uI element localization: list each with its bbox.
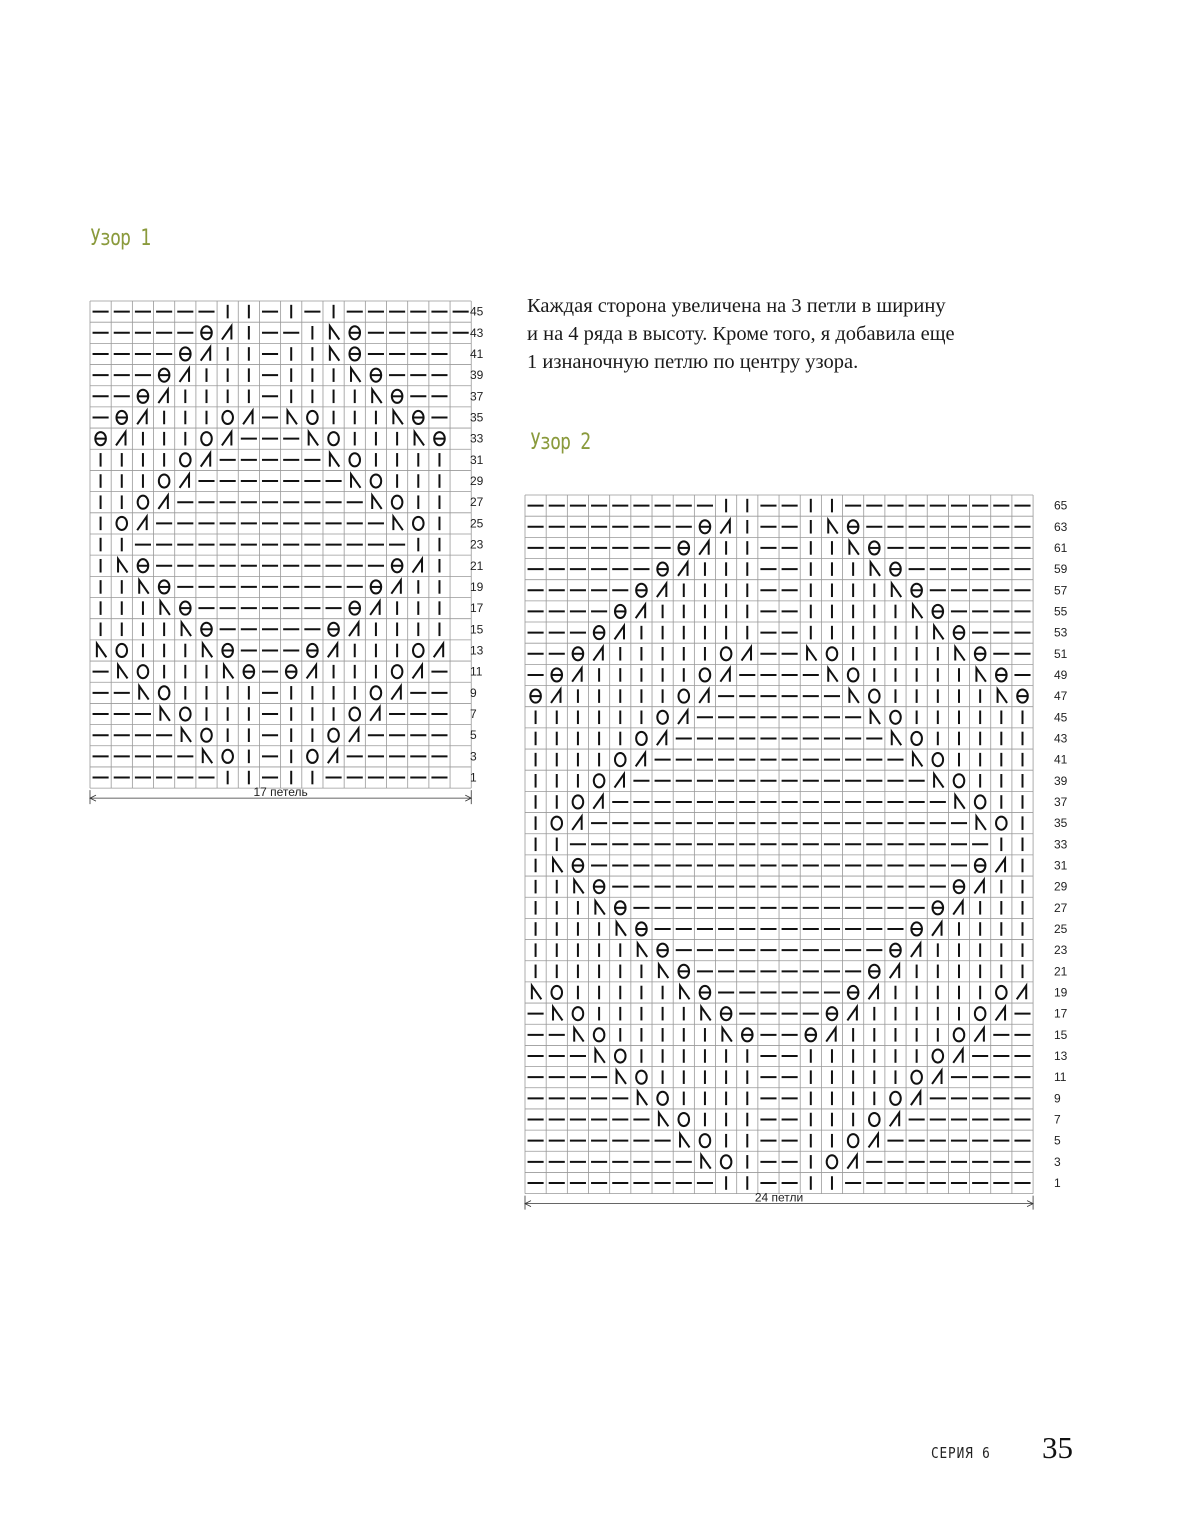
purl-dec-symbol [742, 1028, 753, 1041]
ssk-symbol [913, 605, 922, 619]
row-number-label: 3 [470, 749, 477, 764]
description-line-1: Каждая сторона увеличена на 3 петли в ширину [527, 295, 946, 317]
purl-dec-symbol [636, 922, 647, 935]
ssk-symbol [532, 986, 541, 1000]
row-number-label: 1 [1054, 1176, 1061, 1191]
row-number-label: 17 [1054, 1006, 1068, 1021]
yarn-over-symbol [827, 647, 838, 660]
series-label: СЕРИЯ 6 [931, 1444, 991, 1462]
ssk-symbol [553, 859, 562, 873]
k2tog-symbol [890, 1113, 899, 1127]
k2tog-symbol [1017, 986, 1026, 1000]
purl-dec-symbol [890, 563, 901, 576]
row-number-label: 17 [470, 601, 484, 616]
yarn-over-symbol [996, 817, 1007, 830]
yarn-over-symbol [594, 774, 605, 787]
ssk-symbol [659, 965, 668, 979]
purl-dec-symbol [657, 563, 668, 576]
yarn-over-symbol [551, 986, 562, 999]
ssk-symbol [828, 520, 837, 534]
k2tog-symbol [911, 1092, 920, 1106]
ssk-symbol [701, 1155, 710, 1169]
row-number-label: 37 [1054, 794, 1068, 809]
purl-dec-symbol [573, 647, 584, 660]
purl-dec-symbol [530, 690, 541, 703]
purl-dec-symbol [700, 520, 711, 533]
ssk-symbol [574, 1028, 583, 1042]
purl-dec-symbol [954, 626, 965, 639]
purl-dec-symbol [827, 1007, 838, 1020]
row-number-label: 29 [1054, 879, 1068, 894]
k2tog-symbol [890, 965, 899, 979]
purl-dec-symbol [573, 859, 584, 872]
k2tog-symbol [678, 562, 687, 576]
row-number-label: 35 [1054, 816, 1068, 831]
yarn-over-symbol [954, 774, 965, 787]
yarn-over-symbol [573, 1007, 584, 1020]
purl-dec-symbol [890, 944, 901, 957]
ssk-symbol [934, 774, 943, 788]
purl-dec-symbol [975, 647, 986, 660]
row-number-label: 23 [1054, 943, 1068, 958]
k2tog-symbol [551, 689, 560, 703]
ssk-symbol [617, 1070, 626, 1084]
yarn-over-symbol [721, 1155, 732, 1168]
purl-dec-symbol [615, 605, 626, 618]
purl-dec-symbol [615, 901, 626, 914]
yarn-over-symbol [700, 1134, 711, 1147]
purl-dec-symbol [806, 1028, 817, 1041]
row-number-label: 7 [1054, 1112, 1061, 1127]
purl-dec-symbol [869, 541, 880, 554]
row-number-label: 27 [470, 495, 484, 510]
row-number-label: 45 [470, 304, 484, 319]
yarn-over-symbol [911, 1071, 922, 1084]
purl-dec-symbol [933, 901, 944, 914]
row-number-label: 21 [1054, 964, 1068, 979]
k2tog-symbol [572, 668, 581, 682]
k2tog-symbol [636, 753, 645, 767]
row-number-label: 13 [1054, 1049, 1068, 1064]
row-number-label: 41 [470, 346, 484, 361]
yarn-over-symbol [890, 1092, 901, 1105]
purl-dec-symbol [636, 584, 647, 597]
ssk-symbol [638, 1092, 647, 1106]
ssk-symbol [701, 1007, 710, 1021]
k2tog-symbol [847, 1155, 856, 1169]
k2tog-symbol [996, 859, 1005, 873]
k2tog-symbol [953, 1049, 962, 1063]
yarn-over-symbol [721, 647, 732, 660]
row-number-label: 9 [1054, 1091, 1061, 1106]
yarn-over-symbol [657, 711, 668, 724]
yarn-over-symbol [615, 1049, 626, 1062]
purl-dec-symbol [594, 626, 605, 639]
k2tog-symbol [720, 520, 729, 534]
purl-dec-symbol [1017, 690, 1028, 703]
row-number-label: 33 [470, 431, 484, 446]
k2tog-symbol [593, 647, 602, 661]
k2tog-symbol [932, 922, 941, 936]
ssk-symbol [955, 795, 964, 809]
yarn-over-symbol [911, 732, 922, 745]
yarn-over-symbol [975, 795, 986, 808]
k2tog-symbol [593, 795, 602, 809]
yarn-over-symbol [975, 1007, 986, 1020]
k2tog-symbol [996, 1007, 1005, 1021]
purl-dec-symbol [975, 859, 986, 872]
ssk-symbol [638, 943, 647, 957]
yarn-over-symbol [869, 690, 880, 703]
description-line-2: и на 4 ряда в высоту. Кроме того, я добавила еще [527, 323, 955, 345]
ssk-symbol [892, 583, 901, 597]
k2tog-symbol [720, 668, 729, 682]
width-label: 17 петель [253, 785, 308, 800]
k2tog-symbol [932, 1070, 941, 1084]
yarn-over-symbol [657, 1092, 668, 1105]
purl-dec-symbol [911, 584, 922, 597]
yarn-over-symbol [890, 711, 901, 724]
yarn-over-symbol [933, 1049, 944, 1062]
ssk-symbol [680, 986, 689, 1000]
row-number-label: 9 [470, 685, 477, 700]
row-number-label: 45 [1054, 710, 1068, 725]
purl-dec-symbol [911, 922, 922, 935]
row-number-label: 31 [1054, 858, 1068, 873]
ssk-symbol [934, 626, 943, 640]
yarn-over-symbol [933, 753, 944, 766]
row-number-label: 15 [470, 622, 484, 637]
ssk-symbol [913, 753, 922, 767]
k2tog-symbol [826, 1028, 835, 1042]
purl-dec-symbol [954, 880, 965, 893]
ssk-symbol [892, 732, 901, 746]
page-number: 35 [1042, 1430, 1073, 1465]
yarn-over-symbol [636, 732, 647, 745]
purl-dec-symbol [848, 520, 859, 533]
ssk-symbol [807, 647, 816, 661]
ssk-symbol [871, 562, 880, 576]
k2tog-symbol [869, 1134, 878, 1148]
ssk-symbol [976, 816, 985, 830]
row-number-label: 51 [1054, 646, 1068, 661]
ssk-symbol [680, 1134, 689, 1148]
ssk-symbol [849, 541, 858, 555]
row-number-label: 11 [1054, 1070, 1067, 1085]
row-number-label: 3 [1054, 1154, 1061, 1169]
purl-dec-symbol [933, 605, 944, 618]
k2tog-symbol [911, 943, 920, 957]
yarn-over-symbol [573, 795, 584, 808]
row-number-label: 39 [1054, 773, 1068, 788]
k2tog-symbol [657, 732, 666, 746]
row-number-label: 21 [470, 558, 484, 573]
yarn-over-symbol [551, 817, 562, 830]
k2tog-symbol [742, 647, 751, 661]
row-number-label: 57 [1054, 583, 1068, 598]
yarn-over-symbol [678, 690, 689, 703]
k2tog-symbol [636, 605, 645, 619]
ssk-symbol [595, 1049, 604, 1063]
row-number-label: 25 [470, 516, 484, 531]
yarn-over-symbol [848, 668, 859, 681]
yarn-over-symbol [848, 1134, 859, 1147]
k2tog-symbol [869, 986, 878, 1000]
ssk-symbol [871, 711, 880, 725]
purl-dec-symbol [848, 986, 859, 999]
ssk-symbol [998, 689, 1007, 703]
ssk-symbol [849, 689, 858, 703]
k2tog-symbol [615, 774, 624, 788]
purl-dec-symbol [869, 965, 880, 978]
yarn-over-symbol [954, 1028, 965, 1041]
ssk-symbol [617, 922, 626, 936]
pattern-2-title: Узор 2 [530, 430, 591, 455]
description-line-3: 1 изнаночную петлю по центру узора. [527, 351, 859, 373]
ssk-symbol [553, 1007, 562, 1021]
k2tog-symbol [699, 541, 708, 555]
yarn-over-symbol [594, 1028, 605, 1041]
row-number-label: 23 [470, 537, 484, 552]
ssk-symbol [595, 901, 604, 915]
yarn-over-symbol [869, 1113, 880, 1126]
k2tog-symbol [678, 711, 687, 725]
row-number-label: 5 [1054, 1133, 1061, 1148]
k2tog-symbol [572, 816, 581, 830]
purl-dec-symbol [657, 944, 668, 957]
row-number-label: 33 [1054, 837, 1068, 852]
yarn-over-symbol [827, 1155, 838, 1168]
row-number-label: 55 [1054, 604, 1068, 619]
row-number-label: 25 [1054, 921, 1068, 936]
row-number-label: 1 [470, 770, 477, 785]
row-number-label: 7 [470, 707, 477, 722]
pattern-1-title: Узор 1 [90, 226, 151, 251]
ssk-symbol [722, 1028, 731, 1042]
ssk-symbol [828, 668, 837, 682]
row-number-label: 65 [1054, 498, 1068, 513]
yarn-over-symbol [996, 986, 1007, 999]
row-number-label: 59 [1054, 562, 1068, 577]
row-number-label: 11 [470, 664, 483, 679]
purl-dec-symbol [551, 668, 562, 681]
row-number-label: 5 [470, 728, 477, 743]
purl-dec-symbol [678, 965, 689, 978]
row-number-label: 53 [1054, 625, 1068, 640]
row-number-label: 37 [470, 389, 484, 404]
row-number-label: 61 [1054, 540, 1068, 555]
width-label: 24 петли [754, 1190, 804, 1205]
row-number-label: 41 [1054, 752, 1068, 767]
row-number-label: 19 [470, 579, 484, 594]
k2tog-symbol [953, 901, 962, 915]
row-number-label: 27 [1054, 900, 1068, 915]
row-number-label: 19 [1054, 985, 1068, 1000]
purl-dec-symbol [996, 668, 1007, 681]
purl-dec-symbol [721, 1007, 732, 1020]
ssk-symbol [976, 668, 985, 682]
purl-dec-symbol [678, 541, 689, 554]
k2tog-symbol [615, 626, 624, 640]
row-number-label: 49 [1054, 667, 1068, 682]
k2tog-symbol [847, 1007, 856, 1021]
purl-dec-symbol [700, 986, 711, 999]
k2tog-symbol [657, 583, 666, 597]
row-number-label: 35 [470, 410, 484, 425]
ssk-symbol [659, 1113, 668, 1127]
ssk-symbol [955, 647, 964, 661]
row-number-label: 63 [1054, 519, 1068, 534]
row-number-label: 29 [470, 474, 484, 489]
row-number-label: 43 [470, 325, 484, 340]
row-number-label: 39 [470, 368, 484, 383]
row-number-label: 43 [1054, 731, 1068, 746]
yarn-over-symbol [615, 753, 626, 766]
k2tog-symbol [974, 1028, 983, 1042]
k2tog-symbol [974, 880, 983, 894]
purl-dec-symbol [594, 880, 605, 893]
k2tog-symbol [699, 689, 708, 703]
yarn-over-symbol [636, 1071, 647, 1084]
row-number-label: 31 [470, 452, 484, 467]
row-number-label: 15 [1054, 1027, 1068, 1042]
row-number-label: 47 [1054, 689, 1068, 704]
ssk-symbol [574, 880, 583, 894]
yarn-over-symbol [700, 668, 711, 681]
row-number-label: 13 [470, 643, 484, 658]
yarn-over-symbol [678, 1113, 689, 1126]
